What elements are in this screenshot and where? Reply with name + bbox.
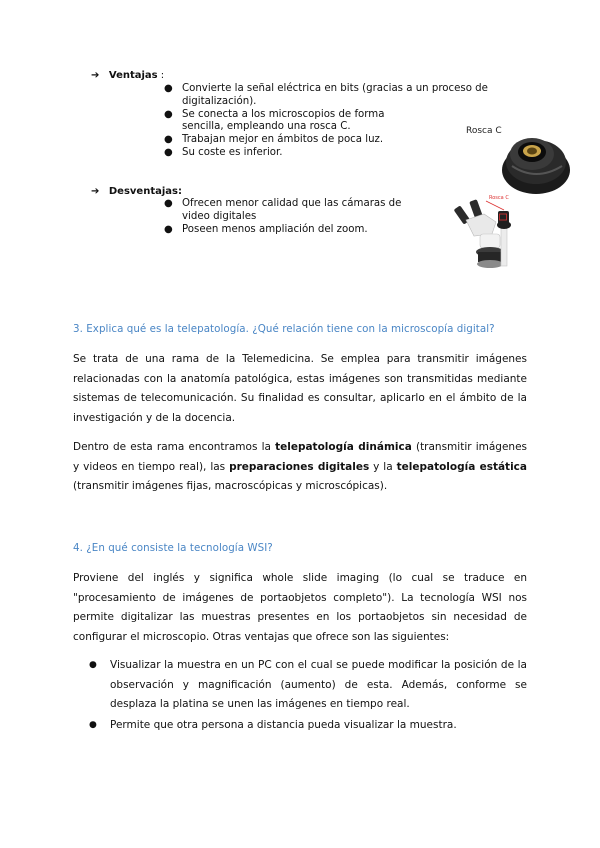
list-item: ● Trabajan mejor en ámbitos de poca luz. — [164, 134, 384, 146]
rosca-c-image — [466, 118, 546, 198]
arrow-icon: ➔ — [91, 186, 100, 197]
term-telepatologia-dinamica: telepatología dinámica — [275, 441, 412, 453]
section-3-paragraph-1: Se trata de una rama de la Telemedicina. Se emplea para transmitir imágenes relacionadas con la anatomía patológica, estas imágenes son transmitidas mediante sistemas de telecomunicación. Su finalidad es consultar, aplicarlo en el ámbito de la investigación y de la docencia. — [73, 353, 527, 424]
microscope-image — [452, 192, 532, 282]
term-telepatologia-estatica: telepatología estática — [396, 460, 527, 473]
section-3-paragraph-2: Dentro de esta rama encontramos la telepatología dinámica (transmitir imágenes y videos en tiempo real), las preparaciones digitales y la telepatología estática (transmitir imágenes fijas, macroscópicas y microscópicas). — [73, 441, 527, 492]
section-4-paragraph-1: Proviene del inglés y significa whole slide imaging (lo cual se traduce en "procesamiento de imágenes de portaobjetos completo"). La tecnología WSI nos permite digitalizar las muestras presentes en los portaobjetos sin necesidad de configurar el microscopio. Otras ventajas que ofrece son las siguientes: — [73, 572, 527, 643]
list-item: ● Ofrecen menor calidad que las cámaras de video digitales — [164, 198, 402, 222]
advantages-colon: : — [157, 70, 165, 81]
rosca-c-label: Rosca C — [466, 126, 502, 136]
section-3-heading: 3. Explica qué es la telepatología. ¿Qué relación tiene con la microscopía digital? — [73, 323, 495, 335]
arrow-icon: ➔ — [91, 70, 100, 81]
list-item: ● Se conecta a los microscopios de forma sencilla, empleando una rosca C. — [164, 108, 385, 133]
advantages-heading — [91, 70, 164, 82]
section-4-list — [89, 656, 527, 736]
list-item: ● Visualizar la muestra en un PC con el cual se puede modificar la posición de la observación y magnificación (aumento) de esta. Además, conforme se desplaza la platina se unen las imágenes en tiempo real. — [89, 659, 527, 710]
list-item: ● Permite que otra persona a distancia pueda visualizar la muestra. — [89, 718, 457, 731]
disadvantages-heading-text: Desventajas: — [108, 186, 182, 197]
disadvantages-heading — [91, 186, 182, 198]
microscope-icon — [452, 192, 532, 282]
disadvantages-list — [164, 198, 414, 236]
advantages-list — [164, 83, 504, 160]
term-preparaciones-digitales: preparaciones digitales — [229, 460, 370, 473]
list-item: ● Su coste es inferior. — [164, 146, 283, 158]
rosca-c-adapter-icon — [500, 124, 574, 198]
microscope-label: Rosca C — [489, 195, 509, 201]
section-4-heading: 4. ¿En qué consiste la tecnología WSI? — [73, 542, 273, 554]
list-item: ● Poseen menos ampliación del zoom. — [164, 223, 368, 235]
advantages-heading-text: Ventajas — [108, 70, 158, 81]
list-item: ● Convierte la señal eléctrica en bits (gracias a un proceso de digitalización). — [164, 83, 488, 107]
